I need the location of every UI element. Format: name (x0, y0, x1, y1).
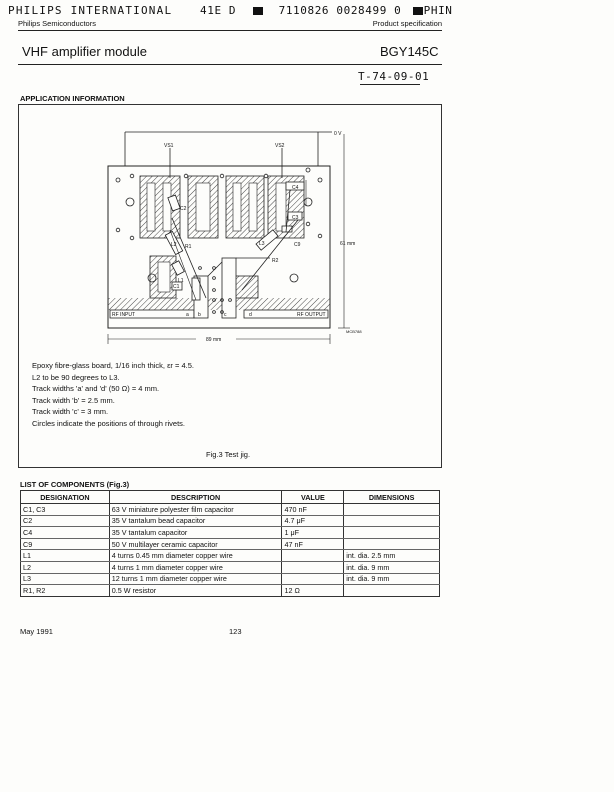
description-cell: 12 turns 1 mm diameter copper wire (109, 573, 282, 585)
label-0v: 0 V (334, 131, 342, 137)
note-line: Track width 'b' = 2.5 mm. (32, 395, 115, 405)
table-row (21, 573, 440, 585)
note-line: Circles indicate the positions of through rivets. (32, 418, 185, 428)
dimensions-cell: int. dia. 2.5 mm (344, 550, 440, 562)
figure-caption: Fig.3 Test jig. (206, 450, 251, 459)
label-c3: C3 (292, 215, 299, 221)
division-name: Philips Semiconductors (18, 19, 96, 28)
column-header: DIMENSIONS (344, 491, 440, 504)
designation-cell: L1 (21, 550, 110, 562)
value-cell (282, 573, 344, 585)
label-c4: C4 (292, 185, 299, 191)
column-header: DESIGNATION (21, 491, 110, 504)
table-row (21, 585, 440, 597)
label-vs2: VS2 (275, 143, 285, 149)
footer-date: May 1991 (20, 627, 53, 636)
company-name: PHILIPS INTERNATIONAL (8, 4, 173, 17)
brand-short: PHIN (423, 4, 453, 17)
table-header-row (21, 491, 440, 504)
note-line: Track width 'c' = 3 mm. (32, 407, 109, 417)
designation-cell: C9 (21, 538, 110, 550)
description-cell: 35 V tantalum capacitor (109, 527, 282, 539)
page-number: 123 (229, 627, 242, 636)
value-cell: 470 nF (282, 504, 344, 516)
application-heading: APPLICATION INFORMATION (20, 94, 125, 103)
description-cell: 63 V miniature polyester film capacitor (109, 504, 282, 516)
dimensions-cell (344, 504, 440, 516)
designation-cell: C2 (21, 515, 110, 527)
note-line: L2 to be 90 degrees to L3. (32, 372, 120, 382)
label-c1: C1 (173, 284, 180, 290)
label-track-c: c (224, 312, 227, 318)
label-rf-input: RF INPUT (112, 312, 136, 318)
value-cell (282, 561, 344, 573)
label-figure-code: MCB788 (346, 329, 362, 334)
note-line: Track widths 'a' and 'd' (50 Ω) = 4 mm. (32, 384, 160, 394)
description-cell: 4 turns 1 mm diameter copper wire (109, 561, 282, 573)
barcode-number: 7110826 0028499 0 (278, 4, 402, 17)
dimensions-cell (344, 527, 440, 539)
designation-cell: L3 (21, 573, 110, 585)
description-cell: 0.5 W resistor (109, 585, 282, 597)
label-track-b: b (198, 312, 201, 318)
note-line: Epoxy fibre-glass board, 1/16 inch thick, εr = 4.5. (32, 361, 194, 370)
label-width-dimension: 89 mm (206, 337, 222, 343)
label-r2: R2 (272, 258, 279, 264)
label-l3: L3 (259, 241, 265, 247)
label-l1: L1 (178, 278, 184, 284)
description-cell: 50 V multilayer ceramic capacitor (109, 538, 282, 550)
header-code: 41E D (200, 4, 237, 17)
value-cell (282, 550, 344, 562)
part-number: BGY145C (380, 44, 439, 59)
label-c9: C9 (294, 242, 301, 248)
description-cell: 35 V tantalum bead capacitor (109, 515, 282, 527)
table-row (21, 550, 440, 562)
handwritten-reference: T-74-09-01 (358, 70, 430, 83)
product-title: VHF amplifier module (22, 44, 147, 59)
label-r1: R1 (185, 244, 192, 250)
dimensions-cell (344, 585, 440, 597)
components-table (20, 490, 440, 597)
designation-cell: L2 (21, 561, 110, 573)
track-c (222, 258, 236, 318)
figure-notes (32, 360, 194, 430)
label-track-d: d (249, 312, 252, 318)
column-header: VALUE (282, 491, 344, 504)
table-row (21, 515, 440, 527)
table-row (21, 561, 440, 573)
value-cell: 47 nF (282, 538, 344, 550)
value-cell: 1 μF (282, 527, 344, 539)
label-rf-output: RF OUTPUT (297, 312, 326, 318)
value-cell: 4.7 μF (282, 515, 344, 527)
column-header: DESCRIPTION (109, 491, 282, 504)
table-row (21, 538, 440, 550)
designation-cell: C1, C3 (21, 504, 110, 516)
label-c2: C2 (180, 206, 187, 212)
label-l2: L2 (171, 242, 177, 248)
label-track-a: a (186, 312, 189, 318)
designation-cell: C4 (21, 527, 110, 539)
designation-cell: R1, R2 (21, 585, 110, 597)
dimensions-cell (344, 515, 440, 527)
value-cell: 12 Ω (282, 585, 344, 597)
description-cell: 4 turns 0.45 mm diameter copper wire (109, 550, 282, 562)
table-row (21, 527, 440, 539)
label-height-dimension: 61 mm (340, 241, 356, 247)
components-heading: LIST OF COMPONENTS (Fig.3) (20, 480, 130, 489)
dimensions-cell: int. dia. 9 mm (344, 561, 440, 573)
document-type: Product specification (372, 19, 442, 28)
table-row (21, 504, 440, 516)
dimensions-cell: int. dia. 9 mm (344, 573, 440, 585)
label-vs1: VS1 (164, 143, 174, 149)
dimensions-cell (344, 538, 440, 550)
